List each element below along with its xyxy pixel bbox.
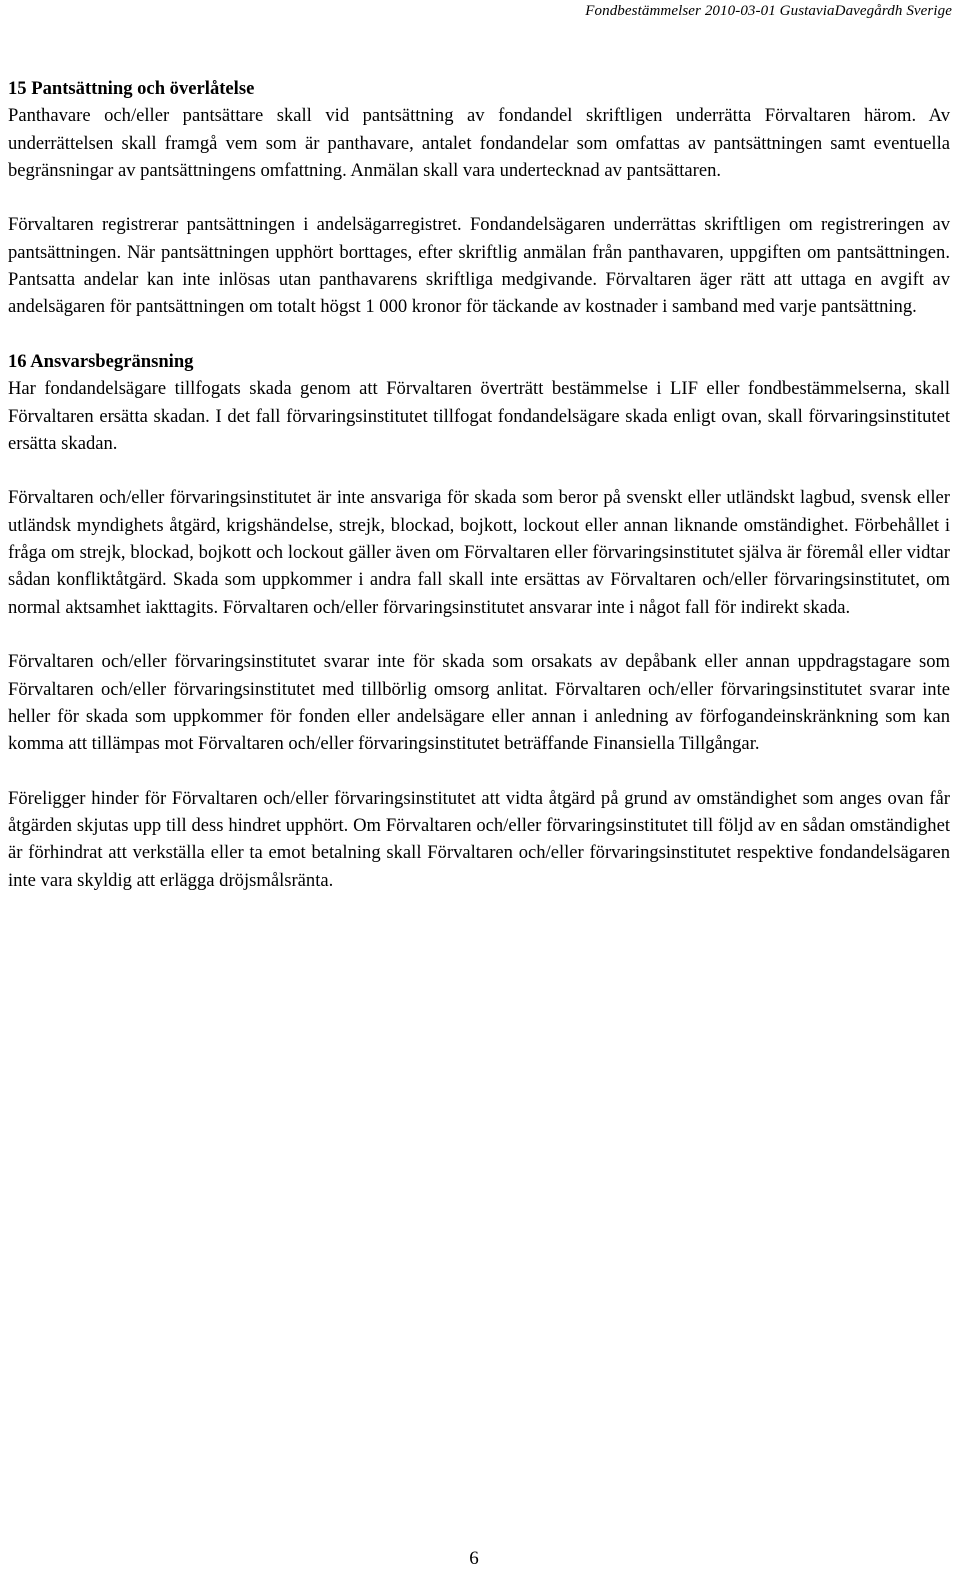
section-heading: 16 Ansvarsbegränsning <box>8 350 194 372</box>
running-header: Fondbestämmelser 2010-03-01 GustaviaDavegårdh Sverige <box>585 3 952 19</box>
paragraph: Förvaltaren registrerar pantsättningen i andelsägarregistret. Fondandelsägaren underrättas skriftligen om registreringen av pantsättningen. När pantsättningen upphört borttages, efter skriftlig anmälan från panthavaren, uppgiften om pantsättningen. Pantsatta andelar kan inte inlösas utan panthavarens skriftliga medgivande. Förvaltaren äger rätt att uttaga en avgift av andelsägaren för pantsättningen om totalt högst 1 000 kronor för täckande av kostnader i samband med varje pantsättning. <box>8 214 950 318</box>
section-heading: 15 Pantsättning och överlåtelse <box>8 78 255 99</box>
section-pantsattning <box>8 75 950 184</box>
page-number: 6 <box>469 1548 479 1569</box>
section-ansvarsbegransning <box>8 348 950 457</box>
paragraph: Föreligger hinder för Förvaltaren och/eller förvaringsinstitutet att vidta åtgärd på grund av omständighet som anges ovan får åtgärden skjutas upp till dess hindret upphört. Om Förvaltaren och/eller förvaringsinstitutet till följd av en sådan omständighet är förhindrat att verkställa eller ta emot betalning skall Förvaltaren och/eller förvaringsinstitutet respektive fondandelsägaren inte vara skyldig att erlägga dröjsmålsränta. <box>8 787 950 891</box>
paragraph: Förvaltaren och/eller förvaringsinstitutet är inte ansvariga för skada som beror på svenskt eller utländskt lagbud, svensk eller utländsk myndighets åtgärd, krigshändelse, strejk, blockad, bojkott, lockout eller annan liknande omständighet. Förbehållet i fråga om strejk, blockad, bojkott och lockout gäller även om Förvaltaren eller förvaringsinstitutet själva är föremål eller vidtar sådan konfliktåtgärd. Skada som uppkommer i andra fall skall inte ersättas av Förvaltaren och/eller förvaringsinstitutet, om normal aktsamhet iakttagits. Förvaltaren och/eller förvaringsinstitutet ansvarar inte i något fall för indirekt skada. <box>8 487 950 618</box>
paragraph: Förvaltaren och/eller förvaringsinstitutet svarar inte för skada som orsakats av depåbank eller annan uppdragstagare som Förvaltaren och/eller förvaringsinstitutet med tillbörlig omsorg anlitat. Förvaltaren och/eller förvaringsinstitutet svarar inte heller för skada som uppkommer för fonden eller andelsägare eller annan i anledning av förfogandeinskränkning som kan komma att tillämpas mot Förvaltaren och/eller förvaringsinstitutet beträffande Finansiella Tillgångar. <box>8 651 950 755</box>
paragraph: Har fondandelsägare tillfogats skada genom att Förvaltaren överträtt bestämmelse i LIF eller fondbestämmelserna, skall Förvaltaren ersätta skadan. I det fall förvaringsinstitutet tillfogat fondandelsägare skada enligt ovan, skall förvaringsinstitutet ersätta skadan. <box>8 378 950 454</box>
document-body <box>8 75 950 921</box>
paragraph: Panthavare och/eller pantsättare skall vid pantsättning av fondandel skriftligen underrätta Förvaltaren härom. Av underrättelsen skall framgå vem som är panthavare, antalet fondandelar som omfattas av pantsättningen samt eventuella begränsningar av pantsättningens omfattning. Anmälan skall vara undertecknad av pantsättaren. <box>8 105 950 181</box>
